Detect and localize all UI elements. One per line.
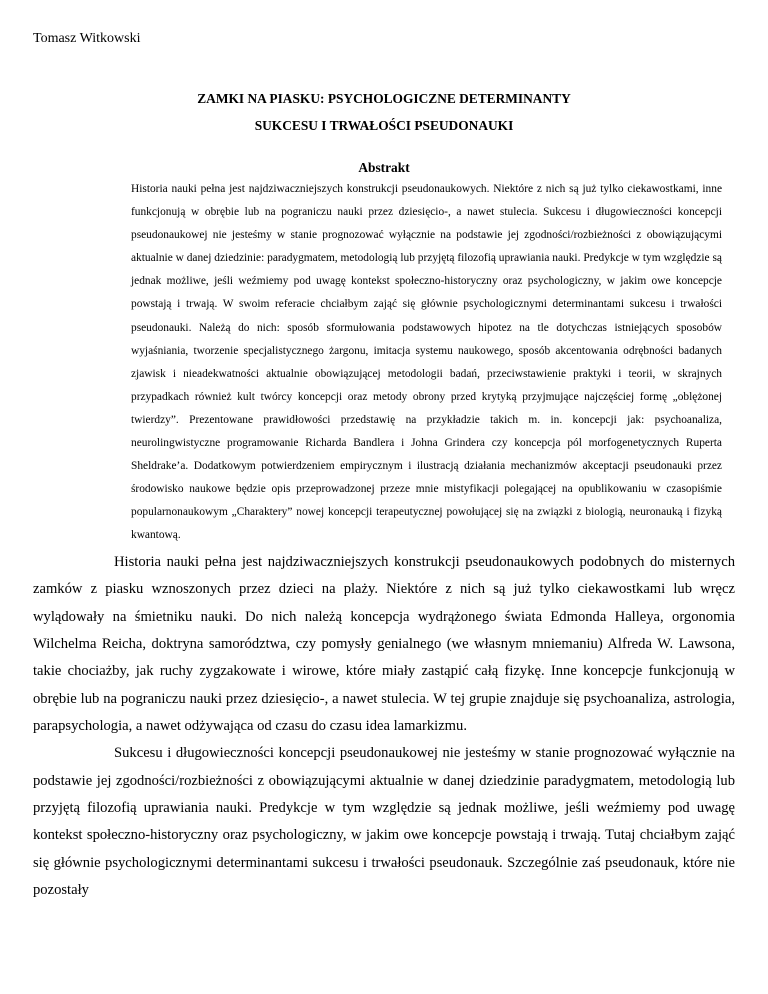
title-line-2: SUKCESU I TRWAŁOŚCI PSEUDONAUKI bbox=[254, 118, 514, 133]
body-paragraph: Sukcesu i długowieczności koncepcji pseudonaukowej nie jesteśmy w stanie prognozować wyłącznie na podstawie jej zgodności/rozbieżności z obowiązującymi aktualnie w danej dziedzinie paradygmatem, metodologią lub przyjętą filozofią uprawiania nauki. Predykcje w tym względzie są jednak możliwe, jeśli weźmiemy pod uwagę kontekst społeczno-historyczny oraz psychologiczny, w jakim owe koncepcje powstają i trwają. Tutaj chciałbym zająć się głównie psychologicznymi determinantami sukcesu i trwałości pseudonauk. Szczególnie zaś pseudonauk, które nie pozostały bbox=[33, 745, 735, 899]
main-body bbox=[33, 549, 735, 904]
body-paragraph: Historia nauki pełna jest najdziwaczniejszych konstrukcji pseudonaukowych podobnych do misternych zamków z piasku wznoszonych przez dzieci na plaży. Niektóre z nich są już tylko ciekawostkami lub wręcz wylądowały na śmietniku nauki. Do nich należą koncepcja wydrążonego świata Edmonda Halleya, orgonomia Wilchelma Reicha, doktryna samorództwa, czy pomysły genialnego (we własnym mniemaniu) Alfreda W. Lawsona, takie chociażby, jak ruchy zygzakowate i wirowe, które miały zastąpić całą fizykę. Inne koncepcje funkcjonują w obrębie lub na pograniczu nauki przez dziesięcio-, a nawet stulecia. W tej grupie znajduje się psychoanaliza, astrologia, parapsychologia, a nawet odżywająca od czasu do czasu idea lamarkizmu. bbox=[33, 554, 735, 735]
abstract-text: Historia nauki pełna jest najdziwaczniejszych konstrukcji pseudonaukowych. Niektóre z nich są już tylko ciekawostkami, inne funkcjonują w obrębie lub na pograniczu nauki przez dziesięcio-, a nawet stulecia. Sukcesu i długowieczności koncepcji pseudonaukowej nie jesteśmy w stanie prognozować wyłącznie na podstawie jej zgodności/rozbieżności z obowiązującymi aktualnie w danej dziedzinie: paradygmatem, metodologią lub przyjętą filozofią uprawiania nauki. Predykcje w tym względzie są jednak możliwe, jeśli weźmiemy pod uwagę kontekst społeczno-historyczny oraz psychologiczny, w jakim owe koncepcje powstają i trwają. W swoim referacie chciałbym zająć się głównie psychologicznymi determinantami sukcesu i trwałości pseudonauki. Należą do nich: sposób sformułowania podstawowych hipotez na tle dotychczas istniejących sposobów wyjaśniania, tworzenie specjalistycznego żargonu, imitacja systemu naukowego, sposób akcentowania odrębności badanych zjawisk i nieadekwatności aktualnie obowiązującej metodologii badań, przeciwstawienie praktyki i teorii, w skrajnych przypadkach również kult twórcy koncepcji oraz metody obrony przed krytyką przyjmujące najczęściej formę „oblężonej twierdzy”. Prezentowane prawidłowości przedstawię na przykładzie takich m. in. koncepcji jak: psychoanaliza, neurolingwistyczne programowanie Richarda Bandlera i Johna Grindera czy koncepcja pól morfogenetycznych Ruperta Sheldrake’a. Dodatkowym potwierdzeniem empirycznym i ilustracją działania mechanizmów akceptacji pseudonauki przez środowisko naukowe będzie opis przeprowadzonej przeze mnie mistyfikacji polegającej na opublikowaniu w czasopiśmie popularnonaukowym „Charaktery” nowej koncepcji terapeutycznej powołującej się na związki z biologią, neuronauką i fizyką kwantową. bbox=[131, 183, 722, 542]
paper-title bbox=[100, 85, 668, 139]
author-name: Tomasz Witkowski bbox=[33, 31, 141, 46]
title-line-1: ZAMKI NA PIASKU: PSYCHOLOGICZNE DETERMINANTY bbox=[197, 91, 571, 106]
abstract-heading: Abstrakt bbox=[358, 160, 410, 175]
